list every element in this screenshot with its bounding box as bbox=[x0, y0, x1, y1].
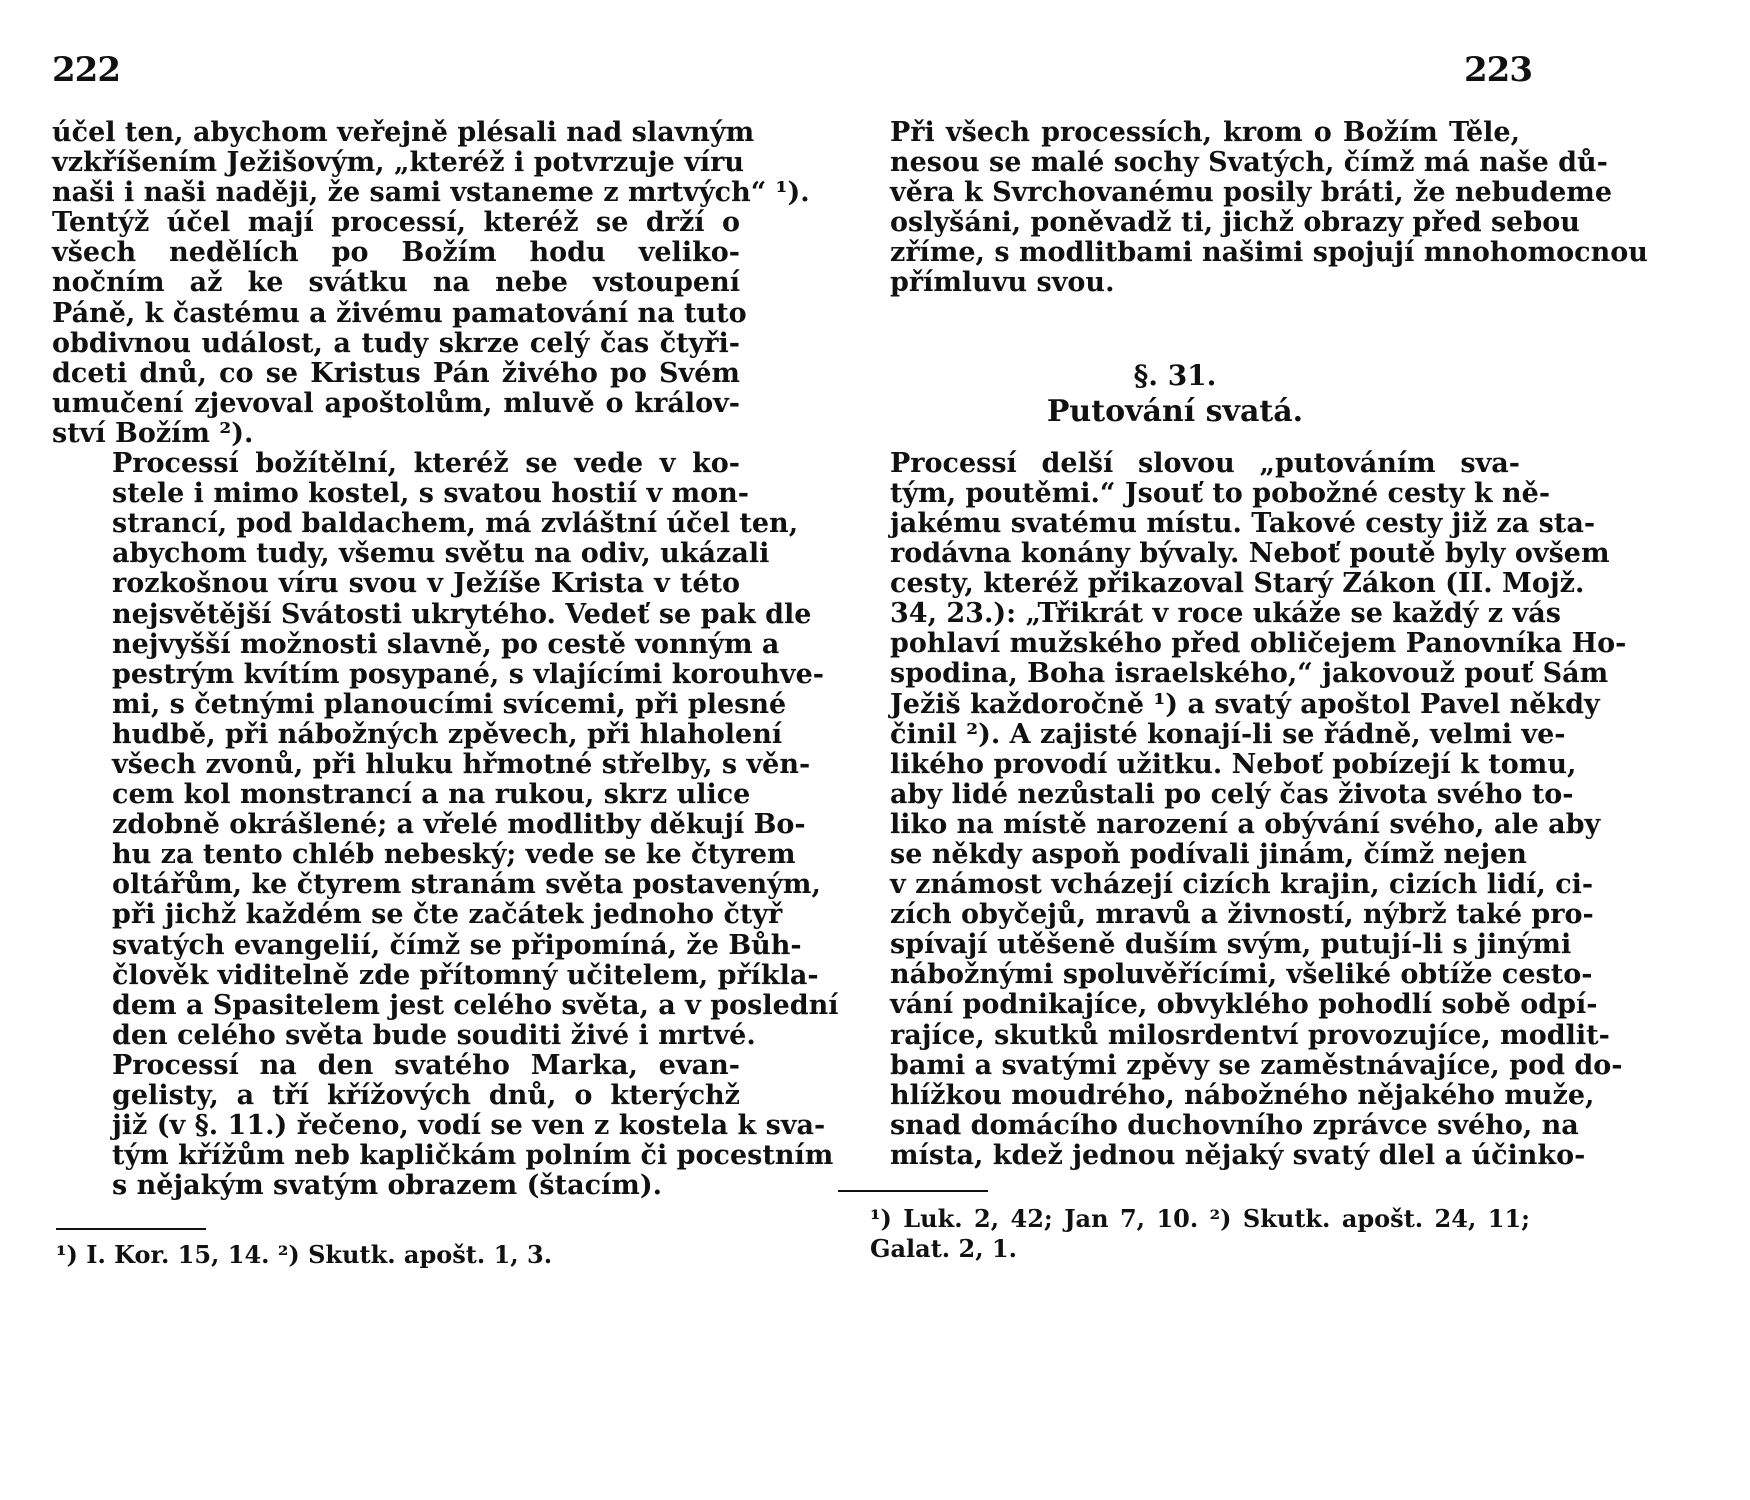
text-line: zích obyčejů, mravů a živností, nýbrž také pro- bbox=[890, 899, 1594, 931]
text-line: abychom tudy, všemu světu na odiv, ukázali bbox=[112, 538, 770, 570]
text-line: všech zvonů, při hluku hřmotné střelby, s věn- bbox=[112, 748, 811, 780]
page-number-right: 223 bbox=[1464, 50, 1532, 90]
text-line: účel ten, abychom veřejně plésali nad slavným bbox=[52, 117, 755, 148]
text-line: tým, poutěmi.“ Jsouť to pobožné cesty k ně- bbox=[890, 477, 1551, 509]
text-line: v známost vcházejí cizích krajin, cizích lidí, ci- bbox=[890, 869, 1594, 901]
text-line: s nějakým svatým obrazem (štacím). bbox=[112, 1170, 663, 1202]
text-line: Ježiš každoročně ¹) a svatý apoštol Pavel někdy bbox=[890, 688, 1600, 720]
text-line: oslyšáni, poněvadž ti, jichž obrazy před sebou bbox=[890, 207, 1580, 239]
text-line: spodina, Boha israelského,“ jakovouž pouť Sám bbox=[890, 658, 1609, 690]
text-line: nesou se malé sochy Svatých, čímž má naše dů- bbox=[890, 147, 1608, 179]
paragraph bbox=[52, 1049, 834, 1202]
text-line: snad domácího duchovního zprávce svého, na bbox=[890, 1109, 1579, 1141]
text-line: člověk viditelně zde přítomný učitelem, příkla- bbox=[112, 959, 819, 991]
text-line: věra k Svrchovanému posily bráti, že nebudeme bbox=[890, 177, 1613, 209]
text-line: rozkošnou víru svou v Ježíše Krista v této bbox=[112, 568, 740, 600]
text-line: pestrým kvítím posypané, s vlajícími korouhve- bbox=[112, 658, 824, 690]
footnote-line: Galat. 2, 1. bbox=[870, 1234, 1017, 1263]
text-line: nejvyšší možnosti slavně, po cestě vonným a bbox=[112, 628, 780, 660]
text-line: rajíce, skutků milosrdentví provozujíce, modlit- bbox=[890, 1019, 1610, 1051]
text-line: cem kol monstrancí a na rukou, skrz ulice bbox=[112, 779, 751, 811]
text-line: zříme, s modlitbami našimi spojují mnohomocnou bbox=[890, 237, 1648, 269]
text-line: oltářům, ke čtyrem stranám světa postaveným, bbox=[112, 869, 821, 901]
text-line: 34, 23.): „Třikrát v roce ukáže se každý z vás bbox=[890, 598, 1561, 630]
text-line: již (v §. 11.) řečeno, vodí se ven z kostela k sva- bbox=[112, 1110, 826, 1142]
left-page-column bbox=[52, 117, 839, 1202]
text-line: zdobně okrášlené; a vřelé modlitby děkují Bo- bbox=[112, 809, 806, 841]
text-line: vání podnikajíce, obvyklého pohodlí sobě odpí- bbox=[890, 989, 1598, 1021]
text-line: při jichž každém se čte začátek jednoho čtyř bbox=[112, 899, 783, 931]
text-line: liko na místě narození a obývání svého, ale aby bbox=[890, 808, 1601, 840]
text-line: naši i naši naději, že sami vstaneme z mrtvých“ ¹). bbox=[52, 177, 810, 209]
text-line: nočním až ke svátku na nebe vstoupení bbox=[52, 267, 740, 299]
text-line: svatých evangelií, čímž se připomíná, že Bůh- bbox=[112, 929, 802, 961]
text-line: dem a Spasitelem jest celého světa, a v poslední bbox=[112, 989, 839, 1021]
text-line: umučení zjevoval apoštolům, mluvě o králov- bbox=[52, 387, 740, 419]
intro-paragraph bbox=[830, 117, 1648, 299]
text-line: Processí božítělní, kteréž se vede v ko- bbox=[112, 448, 740, 480]
text-line: bami a svatými zpěvy se zaměstnávajíce, pod do- bbox=[890, 1049, 1623, 1081]
text-line: vzkříšením Ježišovým, „kteréž i potvrzuje víru bbox=[52, 147, 745, 179]
text-line: Při všech processích, krom o Božím Těle, bbox=[890, 117, 1520, 148]
text-line: Processí delší slovou „putováním sva- bbox=[890, 447, 1520, 479]
text-line: Tentýž účel mají processí, kteréž se drží o bbox=[52, 207, 740, 239]
text-line: tým křížům neb kapličkám polním či pocestním bbox=[112, 1140, 834, 1172]
paragraph bbox=[52, 448, 839, 1051]
text-line: stele i mimo kostel, s svatou hostií v mon- bbox=[112, 478, 749, 510]
text-line: hlížkou moudrého, nábožného nějakého muže, bbox=[890, 1079, 1595, 1111]
text-line: gelisty, a tří křížových dnů, o kterýchž bbox=[112, 1080, 740, 1111]
text-line: aby lidé nezůstali po celý čas života svého to- bbox=[890, 778, 1574, 810]
text-line: hu za tento chléb nebeský; vede se ke čtyrem bbox=[112, 839, 796, 871]
footnote-rule-right bbox=[838, 1190, 988, 1192]
text-line: likého provodí užitku. Neboť pobízejí k tomu, bbox=[890, 748, 1577, 780]
text-line: místa, kdež jednou nějaký svatý dlel a účinko- bbox=[890, 1139, 1586, 1171]
text-line: cesty, kteréž přikazoval Starý Zákon (II. Mojž. bbox=[890, 568, 1585, 600]
section-title: Putování svatá. bbox=[1046, 393, 1304, 429]
body-paragraph bbox=[830, 447, 1627, 1171]
text-line: pohlaví mužského před obličejem Panovníka Ho- bbox=[890, 628, 1627, 660]
text-line: obdivnou událost, a tudy skrze celý čas čtyři- bbox=[52, 327, 740, 359]
text-line: hudbě, při nábožných zpěvech, při hlaholení bbox=[112, 718, 783, 750]
footnote-line: ¹) Luk. 2, 42; Jan 7, 10. ²) Skutk. apošt. 24, 11; bbox=[870, 1204, 1530, 1233]
text-line: nejsvětější Svátosti ukrytého. Vedeť se pak dle bbox=[112, 598, 812, 630]
footnote-right bbox=[870, 1204, 1530, 1264]
text-line: rodávna konány bývaly. Neboť poutě byly ovšem bbox=[890, 538, 1610, 570]
text-line: přímluvu svou. bbox=[890, 267, 1115, 299]
paragraph bbox=[52, 117, 810, 449]
text-line: den celého světa bude souditi živé i mrtvé. bbox=[112, 1019, 756, 1051]
right-page-column bbox=[830, 117, 1648, 1171]
page-number-left: 222 bbox=[52, 50, 120, 90]
text-line: se někdy aspoň podívali jinám, čímž nejen bbox=[890, 838, 1527, 870]
text-line: Páně, k častému a živému pamatování na tuto bbox=[52, 297, 747, 329]
footnote-rule-left bbox=[56, 1228, 206, 1230]
text-line: všech nedělích po Božím hodu veliko- bbox=[52, 237, 740, 269]
text-line: jakému svatému místu. Takové cesty již za sta- bbox=[890, 507, 1596, 539]
section-number: §. 31. bbox=[1133, 358, 1217, 392]
footnote-left: ¹) I. Kor. 15, 14. ²) Skutk. apošt. 1, 3. bbox=[56, 1240, 553, 1269]
text-line: Processí na den svatého Marka, evan- bbox=[112, 1049, 740, 1081]
text-line: dceti dnů, co se Kristus Pán živého po Svém bbox=[52, 357, 740, 389]
text-line: spívají utěšeně duším svým, putují-li s jinými bbox=[890, 929, 1572, 961]
text-line: mi, s četnými planoucími svícemi, při plesné bbox=[112, 688, 787, 720]
text-line: ství Božím ²). bbox=[52, 417, 254, 449]
text-line: činil ²). A zajisté konají-li se řádně, velmi ve- bbox=[890, 718, 1566, 750]
text-line: strancí, pod baldachem, má zvláštní účel ten, bbox=[112, 508, 799, 540]
text-line: nábožnými spoluvěřícími, všeliké obtíže cesto- bbox=[890, 959, 1593, 991]
